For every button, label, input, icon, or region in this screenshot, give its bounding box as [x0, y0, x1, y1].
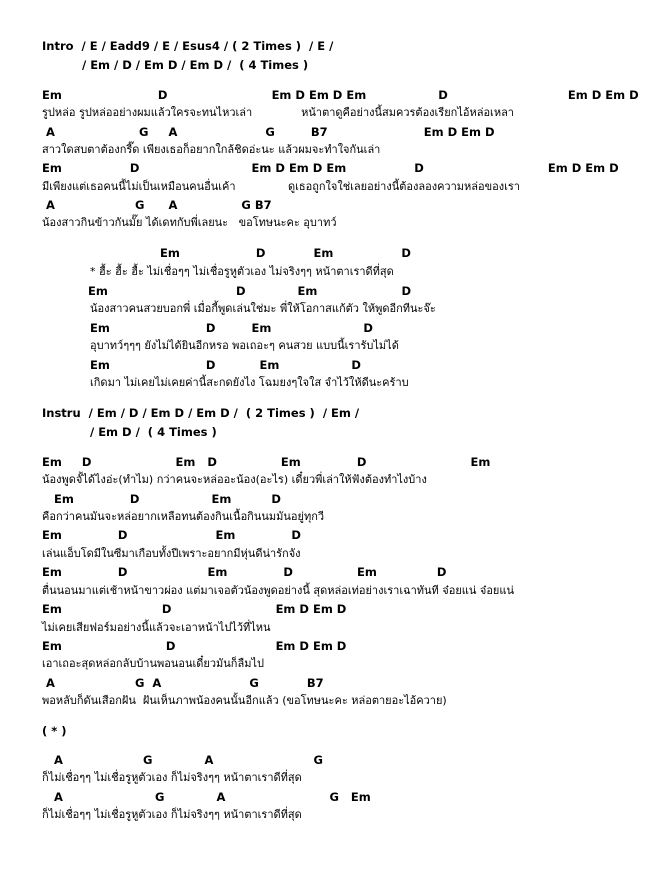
outro-lyric-2: ก็ไม่เชื่อๆๆ ไม่เชื่อรูหูตัวเอง ก็ไม่จริงๆๆ หน้าตาเราดีที่สุด: [42, 808, 302, 821]
outro-chords-1: A G A G: [42, 753, 323, 767]
verse1-chords-4: A G A G B7: [42, 198, 272, 212]
verse2-lyric-4: ตื่นนอนมาแต่เช้าหน้าขาวผ่อง แต่มาเจอตัวน้องพูดอย่างนี้ สุดหล่อเท่อย่างเราเฉาทันที จ๋อยแน่ จ๋อยแน่: [42, 584, 514, 597]
verse2-chords-4: Em D Em D Em D: [42, 565, 447, 579]
instru-line-2: / Em D / ( 4 Times ): [90, 425, 217, 439]
verse2-lyric-5: ไม่เคยเสียฟอร์มอย่างนี้แล้วจะเอาหน้าไปไว้ที่ไหน: [42, 621, 271, 634]
verse1-chords-2: A G A G B7 Em D Em D: [42, 125, 495, 139]
chorus-chords-4: Em D Em D: [90, 358, 361, 372]
chorus-lyric-3: อุบาทว์ๆๆๆ ยังไม่ได้ยินอีกหรอ พอเถอะๆ คนสวย แบบนี้เรารับไม่ได้: [90, 339, 399, 352]
verse1-lyric-3: มีเพียงแต่เธอคนนี้ไม่เป็นเหมือนคนอื่นเค้า ดูเธอถูกใจใช่เลยอย่างนี้ต้องลองความหล่อของเรา: [42, 180, 520, 193]
verse2-lyric-3: เล่นแอ็บโดมีในซีมาเกือบทั้งปีเพราะอยากมีหุ่นดีน่ารักจัง: [42, 547, 301, 560]
chorus-chords-1: Em D Em D: [160, 246, 411, 260]
verse2-chords-2: Em D Em D: [42, 492, 281, 506]
chorus-chords-3: Em D Em D: [90, 321, 373, 335]
chorus-lyric-1: * ฮื้ะ ฮื้ะ ฮื้ะ ไม่เชื่อๆๆ ไม่เชื่อรูหูตัวเอง ไม่จริงๆๆ หน้าตาเราดีที่สุด: [90, 265, 394, 278]
verse1-chords-1: Em D Em D Em D Em D Em D Em D: [42, 88, 639, 102]
intro-line-2: / Em / D / Em D / Em D / ( 4 Times ): [82, 58, 309, 72]
verse1-lyric-2: สาวใดสบตาต้องกรี๊ด เพียงเธอก็อยากใกล้ชิดอ่ะนะ แล้วผมจะทำใจกันเล่า: [42, 143, 381, 156]
verse2-chords-7: A G A G B7: [42, 676, 324, 690]
verse1-lyric-4: น้องสาวกินข้าวกันมั๊ย ได้เดทกับพี่เลยนะ ขอโทษนะคะ อุบาทว์: [42, 216, 337, 229]
chorus-lyric-2: น้องสาวคนสวยบอกพี่ เมื่อกี้พูดเล่นใช่มะ พี่ให้โอกาสแก้ตัว ให้พูดอีกทีนะจ๊ะ: [90, 302, 436, 315]
verse2-chords-6: Em D Em D Em D: [42, 639, 347, 653]
verse2-chords-3: Em D Em D: [42, 528, 301, 542]
verse2-lyric-6: เอาเถอะสุดหล่อกลับบ้านพอนอนเดี๋ยวมันก็ลืมไป: [42, 657, 264, 670]
outro-chords-2: A G A G Em: [42, 790, 371, 804]
intro-line-1: Intro / E / Eadd9 / E / Esus4 / ( 2 Times ) / E /: [42, 39, 334, 53]
verse1-lyric-1: รูปหล่อ รูปหล่ออย่างผมแล้วใครจะทนไหวเล่า หน้าตาดูคือย่างนี้สมควรต้องเรียกไอ้หล่อเหลา: [42, 106, 514, 119]
chorus-lyric-4: เกิดมา ไม่เคยไม่เคยค่านี้สะกดยังไง โฉมยงๆใจใส จำไว้ให้ดีนะคร้าบ: [90, 376, 409, 389]
verse2-chords-5: Em D Em D Em D: [42, 602, 347, 616]
verse1-chords-3: Em D Em D Em D Em D Em D Em D: [42, 161, 619, 175]
verse2-lyric-7: พอหลับก็ดันเสือกฝัน ฝันเห็นภาพน้องคนนั้นอีกแล้ว (ขอโทษนะคะ หล่อตายอะไอ้ควาย): [42, 694, 447, 707]
instru-line-1: Instru / Em / D / Em D / Em D / ( 2 Times ) / Em /: [42, 406, 360, 420]
chorus-chords-2: Em D Em D: [88, 284, 412, 298]
verse2-lyric-2: คือกว่าคนมันจะหล่อยากเหลือทนต้องกินเนื้อกินนมมันอยู่ทุกวี: [42, 510, 325, 523]
verse2-lyric-1: น้องพูดจั้ได้ไงอ่ะ(ทำไม) กว่าคนจะหล่ออะน้อง(อะไร) เดี๋ยวพี่เล่าให้ฟังต้องทำไงบ้าง: [42, 473, 427, 486]
outro-lyric-1: ก็ไม่เชื่อๆๆ ไม่เชื่อรูหูตัวเอง ก็ไม่จริงๆๆ หน้าตาเราดีที่สุด: [42, 771, 302, 784]
verse2-chords-1: Em D Em D Em D Em: [42, 455, 491, 469]
chorus-reference: ( * ): [42, 724, 67, 738]
